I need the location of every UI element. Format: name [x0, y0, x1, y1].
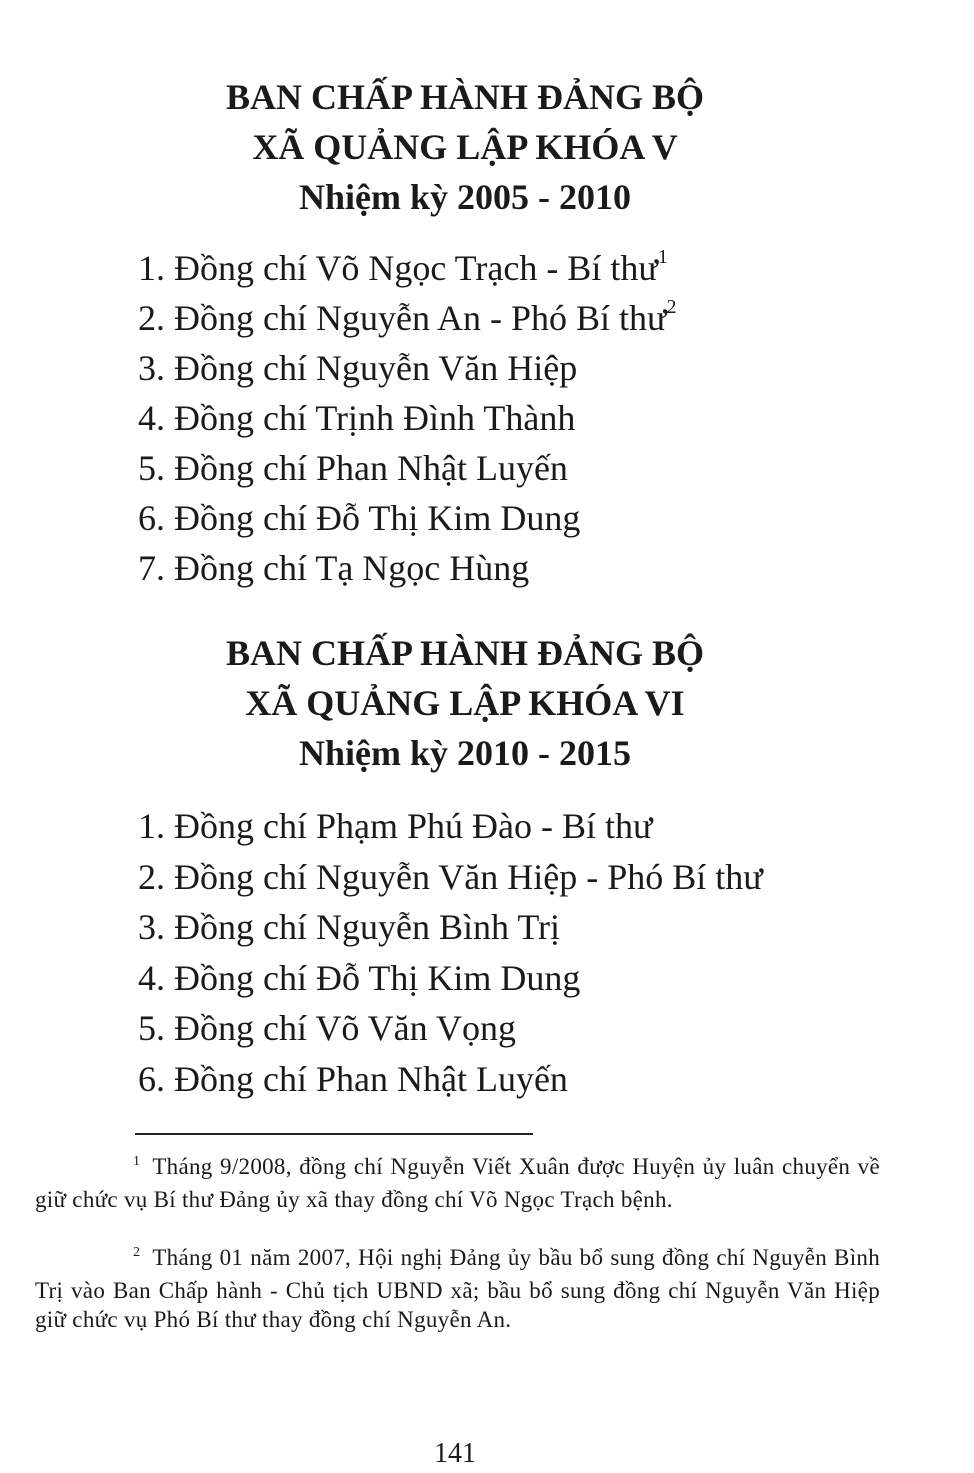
member-text: 6. Đồng chí Phan Nhật Luyến	[138, 1058, 568, 1099]
member-text: 2. Đồng chí Nguyễn An - Phó Bí thư	[138, 298, 667, 338]
member-item	[138, 443, 677, 493]
footnote-ref: 2	[666, 296, 677, 318]
member-item	[138, 343, 677, 393]
section-1-member-list	[138, 243, 677, 593]
section-1-heading	[0, 72, 930, 222]
member-text: 3. Đồng chí Nguyễn Bình Trị	[138, 907, 561, 947]
page-number: 141	[434, 1438, 476, 1469]
member-item	[138, 902, 763, 953]
footnote-text: Tháng 01 năm 2007, Hội nghị Đảng ủy bầu bổ sung đồng chí Nguyễn Bình Trị vào Ban Chấp hành - Chủ tịch UBND xã; bầu bổ sung đồng chí Nguyễn Văn Hiệp giữ chức vụ Phó Bí thư thay đồng chí Nguyễn An.	[35, 1245, 880, 1332]
member-text: 4. Đồng chí Đỗ Thị Kim Dung	[138, 957, 581, 998]
member-item	[138, 801, 763, 852]
member-item	[138, 953, 763, 1004]
footnote-mark: 1	[133, 1154, 141, 1169]
member-item	[138, 293, 677, 343]
member-item	[138, 852, 763, 903]
footnote-mark: 2	[133, 1245, 141, 1260]
footnote-1	[35, 1152, 880, 1214]
section-2-heading-line: XÃ QUẢNG LẬP KHÓA VI	[245, 683, 685, 723]
section-2-heading-line: BAN CHẤP HÀNH ĐẢNG BỘ	[225, 633, 705, 673]
member-item	[138, 1054, 763, 1105]
footnote-ref: 1	[657, 246, 668, 268]
member-item	[138, 393, 677, 443]
section-2-member-list	[138, 801, 763, 1104]
member-text: 7. Đồng chí Tạ Ngọc Hùng	[138, 548, 530, 588]
member-item	[138, 243, 677, 293]
member-text: 3. Đồng chí Nguyễn Văn Hiệp	[138, 348, 578, 388]
member-text: 6. Đồng chí Đỗ Thị Kim Dung	[138, 498, 581, 538]
member-item	[138, 1003, 763, 1054]
member-text: 5. Đồng chí Võ Văn Vọng	[138, 1008, 516, 1048]
member-text: 2. Đồng chí Nguyễn Văn Hiệp - Phó Bí thư	[138, 856, 763, 897]
footnote-2	[35, 1243, 880, 1334]
member-item	[138, 543, 677, 593]
member-text: 1. Đồng chí Võ Ngọc Trạch - Bí thư	[138, 248, 658, 288]
member-text: 4. Đồng chí Trịnh Đình Thành	[138, 398, 576, 438]
section-1-heading-line: XÃ QUẢNG LẬP KHÓA V	[252, 127, 678, 167]
section-1-heading-line: BAN CHẤP HÀNH ĐẢNG BỘ	[225, 77, 705, 117]
member-text: 1. Đồng chí Phạm Phú Đào - Bí thư	[138, 806, 653, 846]
footnote-text: Tháng 9/2008, đồng chí Nguyễn Viết Xuân được Huyện ủy luân chuyển về giữ chức vụ Bí thư Đảng ủy xã thay đồng chí Võ Ngọc Trạch bệnh.	[35, 1154, 880, 1212]
member-text: 5. Đồng chí Phan Nhật Luyến	[138, 448, 568, 488]
member-item	[138, 493, 677, 543]
section-1-term: Nhiệm kỳ 2005 - 2010	[299, 177, 631, 217]
section-2-heading	[0, 628, 930, 778]
section-2-term: Nhiệm kỳ 2010 - 2015	[299, 733, 631, 773]
footnote-divider	[135, 1133, 533, 1135]
